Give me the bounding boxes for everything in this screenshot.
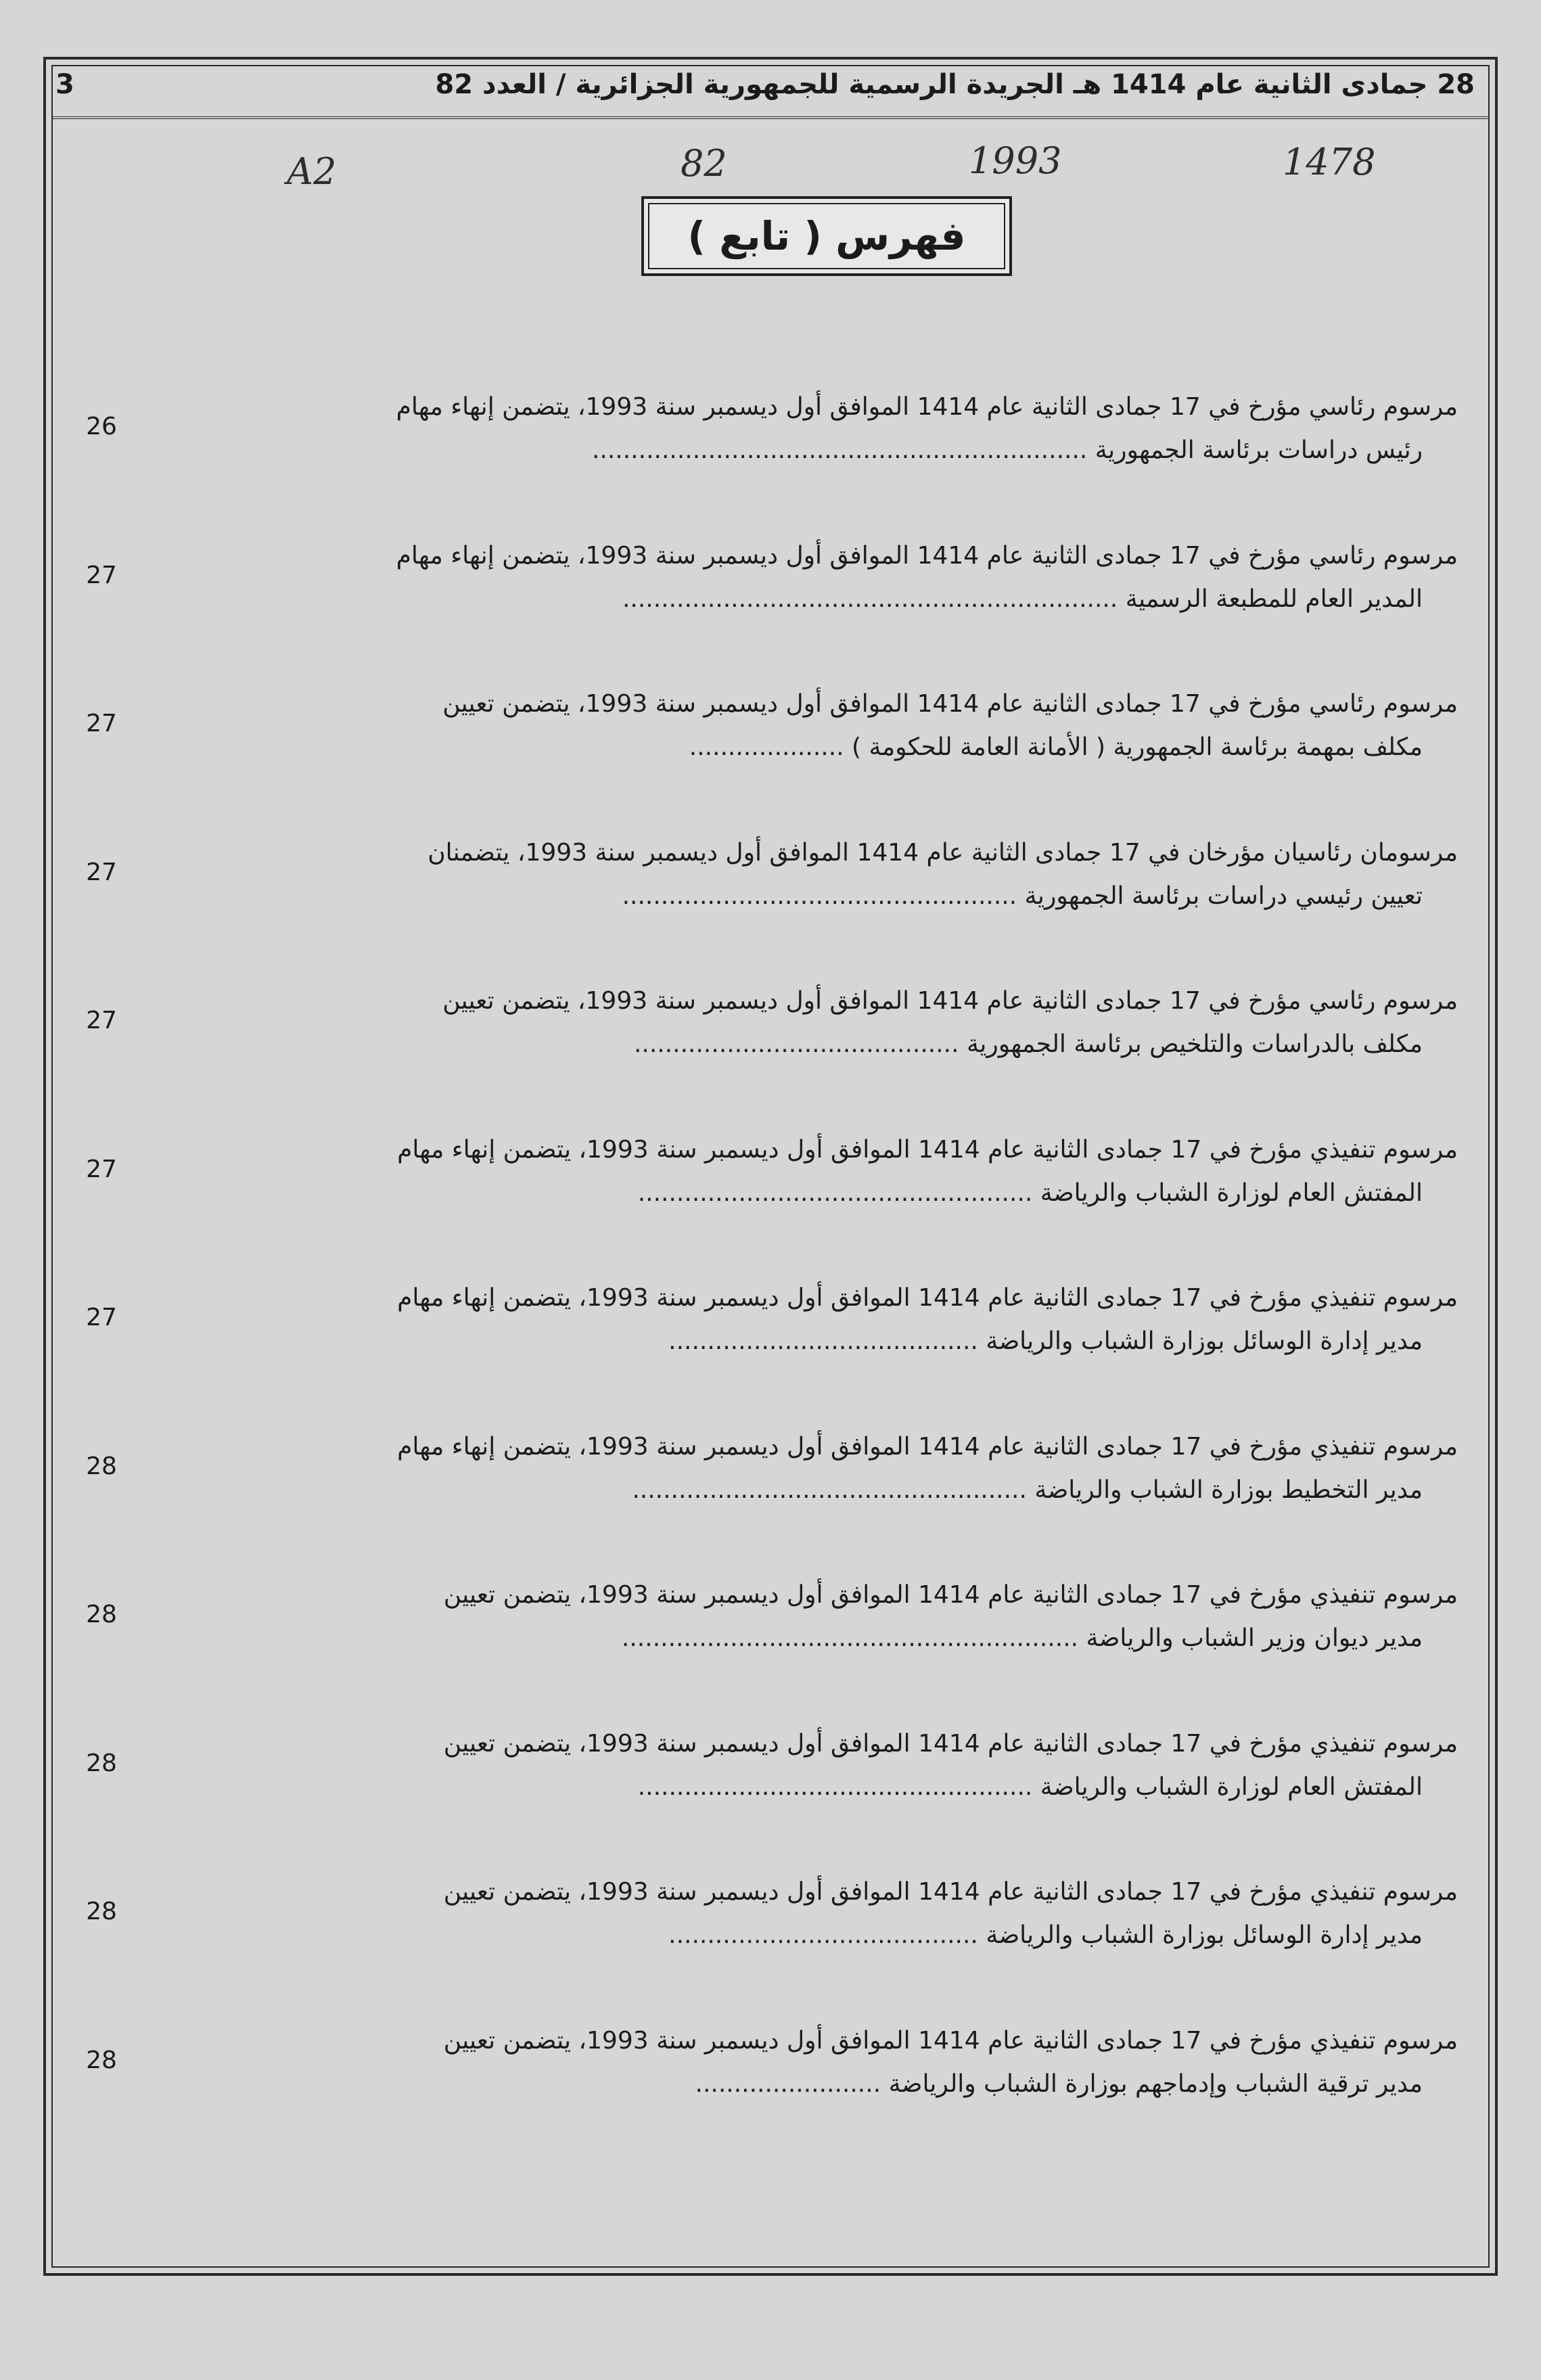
header-page-number: 3	[55, 69, 74, 100]
entry-line-2	[149, 2063, 1458, 2106]
index-entry	[149, 534, 1458, 621]
handwritten-a2: A2	[287, 150, 337, 193]
entry-line-1: مرسوم تنفيذي مؤرخ في 17 جمادى الثانية عام 1414 الموافق أول ديسمبر سنة 1993، يتضمن إنهاء مهام	[397, 1136, 1458, 1164]
leader-dots: ..........................................	[633, 1030, 967, 1058]
leader-dots: ...................................................	[632, 1476, 1035, 1504]
entry-subject: مكلف بالدراسات والتلخيص برئاسة الجمهورية	[967, 1030, 1423, 1058]
leader-dots: ........................................	[668, 1921, 986, 1949]
entry-line-2	[149, 1914, 1458, 1957]
entry-subject: المفتش العام لوزارة الشباب والرياضة	[1040, 1179, 1423, 1207]
entry-line-2	[149, 1766, 1458, 1809]
entry-subject: المدير العام للمطبعة الرسمية	[1125, 585, 1423, 613]
entry-page-number: 27	[86, 1007, 117, 1034]
leader-dots: ...........................................................	[621, 1624, 1086, 1652]
leader-dots: ...................................................	[622, 882, 1025, 910]
leader-dots: ................................................................	[622, 585, 1126, 613]
entry-subject: رئيس دراسات برئاسة الجمهورية	[1095, 436, 1423, 464]
page-header	[51, 65, 1490, 119]
index-entry	[149, 831, 1458, 918]
entry-line-1: مرسوم رئاسي مؤرخ في 17 جمادى الثانية عام 1414 الموافق أول ديسمبر سنة 1993، يتضمن إنهاء مهام	[396, 393, 1458, 421]
index-entry	[149, 1574, 1458, 1660]
index-title-box	[641, 196, 1012, 276]
handwritten-number: 82	[681, 142, 727, 185]
entry-page-number: 27	[86, 859, 117, 886]
entry-line-2	[149, 875, 1458, 918]
entry-page-number: 27	[86, 1304, 117, 1331]
index-entry	[149, 1128, 1458, 1215]
leader-dots: ................................................................	[591, 436, 1095, 464]
leader-dots: ........................	[695, 2070, 889, 2098]
index-entry	[149, 980, 1458, 1066]
entry-line-1: مرسوم تنفيذي مؤرخ في 17 جمادى الثانية عام 1414 الموافق أول ديسمبر سنة 1993، يتضمن إنهاء مهام	[397, 1433, 1458, 1461]
entry-subject: تعيين رئيسي دراسات برئاسة الجمهورية	[1024, 882, 1423, 910]
entry-line-1: مرسوم تنفيذي مؤرخ في 17 جمادى الثانية عام 1414 الموافق أول ديسمبر سنة 1993، يتضمن تعيين	[443, 1878, 1458, 1906]
entry-subject: مدير إدارة الوسائل بوزارة الشباب والرياضة	[986, 1327, 1423, 1355]
entry-subject: مكلف بمهمة برئاسة الجمهورية ( الأمانة العامة للحكومة )	[852, 733, 1423, 761]
entry-line-2	[149, 1320, 1458, 1363]
entry-line-2	[149, 429, 1458, 472]
index-title: فهرس ( تابع )	[648, 203, 1005, 269]
entry-line-2	[149, 726, 1458, 769]
leader-dots: ...................................................	[637, 1179, 1040, 1207]
entry-line-2	[149, 1172, 1458, 1215]
entry-page-number: 27	[86, 562, 117, 589]
entry-line-1: مرسوم رئاسي مؤرخ في 17 جمادى الثانية عام 1414 الموافق أول ديسمبر سنة 1993، يتضمن إنهاء مهام	[396, 542, 1458, 570]
entry-page-number: 27	[86, 710, 117, 737]
entry-page-number: 28	[86, 1452, 117, 1480]
index-entry	[149, 1871, 1458, 1957]
leader-dots: ....................	[689, 733, 852, 761]
index-entry	[149, 386, 1458, 472]
entry-subject: مدير التخطيط بوزارة الشباب والرياضة	[1034, 1476, 1423, 1504]
index-entry	[149, 1722, 1458, 1809]
index-entry	[149, 683, 1458, 769]
handwritten-reference: 1478	[1283, 141, 1376, 183]
entry-page-number: 28	[86, 2046, 117, 2074]
entry-subject: مدير ترقية الشباب وإدماجهم بوزارة الشباب والرياضة	[888, 2070, 1423, 2098]
entry-page-number: 27	[86, 1155, 117, 1183]
entry-line-1: مرسوم رئاسي مؤرخ في 17 جمادى الثانية عام 1414 الموافق أول ديسمبر سنة 1993، يتضمن تعيين	[442, 690, 1458, 718]
entry-subject: مدير ديوان وزير الشباب والرياضة	[1086, 1624, 1423, 1652]
index-entry	[149, 1425, 1458, 1512]
entry-page-number: 28	[86, 1898, 117, 1925]
index-entry	[149, 2019, 1458, 2106]
entry-line-2	[149, 1023, 1458, 1066]
entry-line-1: مرسوم تنفيذي مؤرخ في 17 جمادى الثانية عام 1414 الموافق أول ديسمبر سنة 1993، يتضمن تعيين	[443, 1730, 1458, 1758]
handwritten-year: 1993	[969, 139, 1062, 182]
entry-page-number: 28	[86, 1601, 117, 1628]
entry-line-1: مرسوم تنفيذي مؤرخ في 17 جمادى الثانية عام 1414 الموافق أول ديسمبر سنة 1993، يتضمن تعيين	[443, 1581, 1458, 1609]
entry-page-number: 26	[86, 413, 117, 440]
entry-line-2	[149, 578, 1458, 621]
entry-line-1: مرسوم رئاسي مؤرخ في 17 جمادى الثانية عام 1414 الموافق أول ديسمبر سنة 1993، يتضمن تعيين	[442, 987, 1458, 1015]
index-entry	[149, 1277, 1458, 1363]
header-title: 28 جمادى الثانية عام 1414 هـ الجريدة الرسمية للجمهورية الجزائرية / العدد 82	[435, 69, 1475, 100]
leader-dots: ...................................................	[637, 1773, 1040, 1801]
entry-subject: مدير إدارة الوسائل بوزارة الشباب والرياضة	[986, 1921, 1423, 1949]
entry-page-number: 28	[86, 1749, 117, 1777]
entry-line-1: مرسوم تنفيذي مؤرخ في 17 جمادى الثانية عام 1414 الموافق أول ديسمبر سنة 1993، يتضمن تعيين	[443, 2027, 1458, 2055]
entry-line-2	[149, 1617, 1458, 1660]
entry-subject: المفتش العام لوزارة الشباب والرياضة	[1040, 1773, 1423, 1801]
entry-line-2	[149, 1469, 1458, 1512]
entry-line-1: مرسوم تنفيذي مؤرخ في 17 جمادى الثانية عام 1414 الموافق أول ديسمبر سنة 1993، يتضمن إنهاء مهام	[397, 1284, 1458, 1312]
entry-line-1: مرسومان رئاسيان مؤرخان في 17 جمادى الثانية عام 1414 الموافق أول ديسمبر سنة 1993، يتضمنان	[428, 839, 1458, 867]
leader-dots: ........................................	[668, 1327, 986, 1355]
